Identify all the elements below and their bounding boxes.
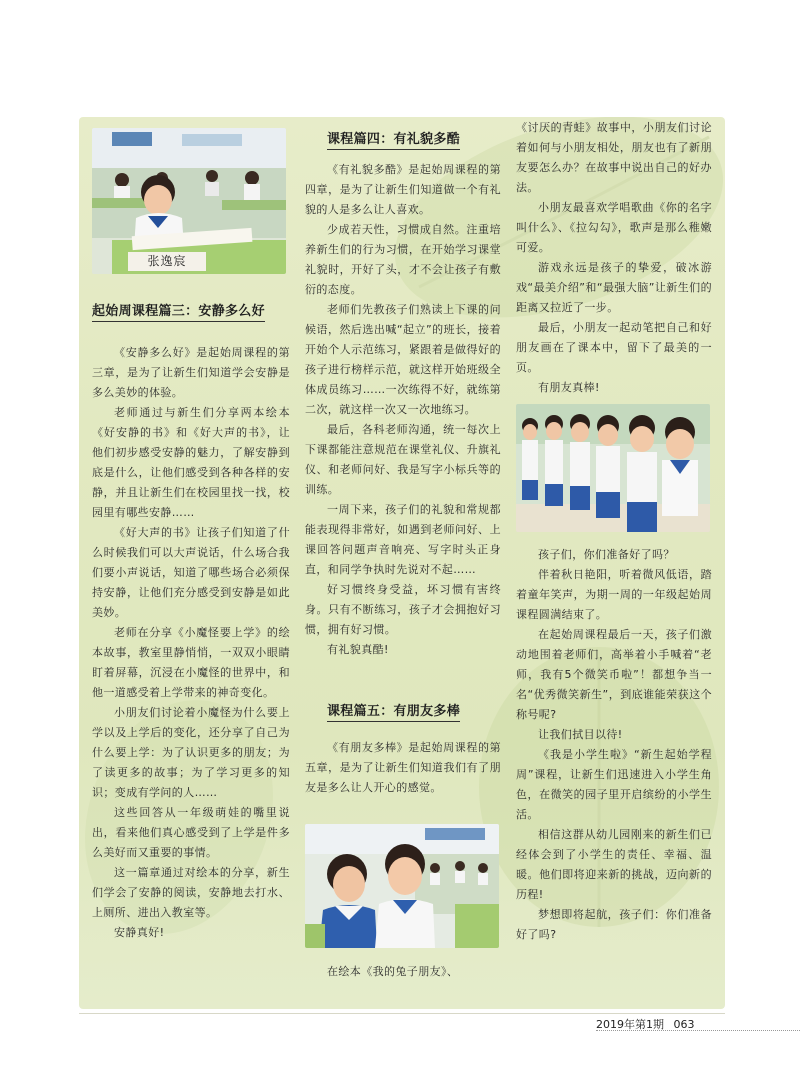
paragraph: 老师通过与新生们分享两本绘本《好安静的书》和《好大声的书》，让他们初步感受安静的魅力，了解安静到底是什么，让他们感受到各种各样的安静，并且让新生们在校园里找一找，校园里有哪些安静…… [92,406,290,519]
paragraph: 《有朋友多棒》是起始周课程的第五章，是为了让新生们知道我们有了朋友是多么让人开心的感觉。 [305,741,501,794]
footer-divider [596,1030,800,1031]
paragraph: 小朋友最喜欢学唱歌曲《你的名字叫什么》、《拉勾勾》，歌声是那么稚嫩可爱。 [516,201,712,254]
section3-body [92,343,290,943]
photo-nameplate: 张逸宸 [128,252,206,271]
paragraph: 相信这群从幼儿园刚来的新生们已经体会到了小学生的责任、幸福、温暖。他们即将迎来新的挑战，迈向新的历程! [516,828,712,901]
panel-bottom-shadow [79,1013,725,1014]
paragraph: 在绘本《我的兔子朋友》、 [327,965,459,978]
page-number: 063 [673,1018,695,1031]
paragraph: 这些回答从一年级萌娃的嘴里说出，看来他们真心感受到了上学是件多么美好而又重要的事情。 [92,806,290,859]
paragraph: 孩子们，你们准备好了吗？ [538,548,675,561]
section5-title: 课程篇五：有朋友多棒 [327,700,460,722]
column3-top-body [516,118,712,398]
photo-students-lineup [516,404,710,532]
paragraph: 《好大声的书》让孩子们知道了什么时候我们可以大声说话，什么场合我们要小声说话，知道了哪些场合必须保持安静，让他们充分感受到安静是如此美妙。 [92,526,290,619]
paragraph: 少成若天性，习惯成自然。注重培养新生们的行为习惯，在开始学习课堂礼貌时，开好了头，才不会让孩子有敷衍的态度。 [305,223,501,296]
paragraph: 这一篇章通过对绘本的分享，新生们学会了安静的阅读，安静地去打水、上厕所、进出入教室等。 [92,866,290,919]
paragraph: 小朋友们讨论着小魔怪为什么要上学以及上学后的变化，还分享了自己为什么要上学：为了认识更多的朋友；为了读更多的故事；为了学习更多的知识；变成有学问的人…… [92,706,290,799]
paragraph: 最后，小朋友一起动笔把自己和好朋友画在了课本中，留下了最美的一页。 [516,321,712,374]
paragraph: 在起始周课程最后一天，孩子们激动地围着老师们，高举着小手喊着“老师，我有5个微笑币啦”！都想争当一名“优秀微笑新生”，到底谁能荣获这个称号呢? [516,628,712,721]
paragraph: 最后，各科老师沟通，统一每次上下课都能注意规范在课堂礼仪、升旗礼仪、和老师问好、我是写字小标兵等的训练。 [305,423,501,496]
section5-continued [305,962,501,982]
paragraph: 让我们拭目以待! [538,728,623,741]
paragraph: 老师们先教孩子们熟读上下课的问候语，然后选出喊“起立”的班长，接着开始个人示范练习，紧跟着是做得好的孩子进行榜样示范，就这样开始班级全体成员练习……一次练得不好，就练第二次，就这样一次又一次地练习。 [305,303,501,416]
paragraph: 安静真好! [114,926,165,939]
section4-title: 课程篇四：有礼貌多酷 [327,128,460,150]
paragraph: 有朋友真棒! [538,381,600,394]
issue-label: 2019年第1期 [596,1018,664,1031]
paragraph: 《安静多么好》是起始周课程的第三章，是为了让新生们知道学会安静是多么美妙的体验。 [92,346,290,399]
section4-body [305,160,501,660]
paragraph: 一周下来，孩子们的礼貌和常规都能表现得非常好，如遇到老师问好、上课回答问题声音响亮、写字时头正身直，和同学争执时先说对不起…… [305,503,501,576]
column3-bottom-body [516,545,712,945]
paragraph: 《有礼貌多酷》是起始周课程的第四章，是为了让新生们知道做一个有礼貌的人是多么让人喜欢。 [305,163,501,216]
paragraph: 梦想即将起航，孩子们：你们准备好了吗? [516,908,712,941]
paragraph: 游戏永远是孩子的挚爱，破冰游戏“最美介绍”和“最强大脑”让新生们的距离又拉近了一步。 [516,261,712,314]
paragraph: 老师在分享《小魔怪要上学》的绘本故事，教室里静悄悄，一双双小眼睛盯着屏幕，沉浸在小魔怪的世界中，和他一道感受着上学带来的神奇变化。 [92,626,290,699]
paragraph: 好习惯终身受益，坏习惯有害终身。只有不断练习，孩子才会拥抱好习惯，拥有好习惯。 [305,583,501,636]
photo-children-smiling [305,824,499,948]
paragraph: 《讨厌的青蛙》故事中，小朋友们讨论着如何与小朋友相处，朋友也有了新朋友要怎么办？在故事中说出自己的好办法。 [516,121,712,194]
section3-title: 起始周课程篇三：安静多么好 [92,300,265,322]
paragraph: 有礼貌真酷! [327,643,389,656]
paragraph: 《我是小学生啦》“新生起始学程周”课程，让新生们迅速进入小学生角色，在微笑的园子里开启缤纷的小学生活。 [516,748,712,821]
section5-body [305,738,501,798]
paragraph: 伴着秋日艳阳，听着微风低语，踏着童年笑声，为期一周的一年级起始周课程圆满结束了。 [516,568,712,621]
